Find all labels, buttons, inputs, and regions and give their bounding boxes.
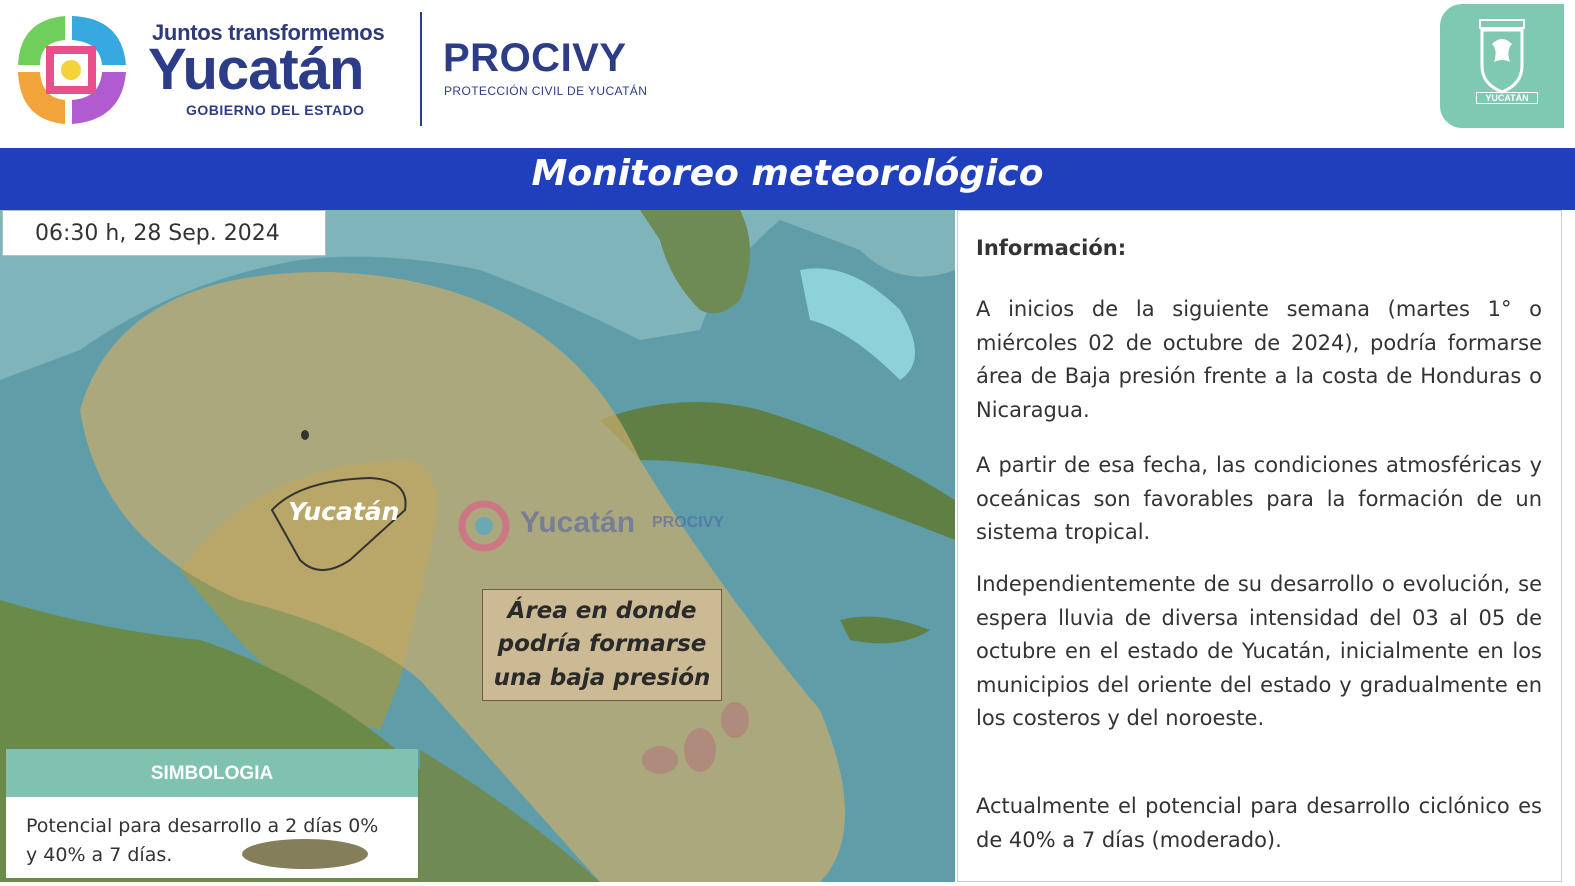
state-emblem [1440,4,1564,128]
agency-name: PROCIVY [443,36,627,80]
legend-text: Potencial para desarrollo a 2 días 0% y 40% a 7 días. [26,815,379,867]
timestamp: 06:30 h, 28 Sep. 2024 [35,221,280,246]
gov-tagline: Juntos transformemos [152,20,385,45]
legend [6,749,418,878]
reef-patch [684,728,716,772]
reef-patch [642,746,678,774]
legend-title: SIMBOLOGIA [150,763,274,784]
island-marker [301,430,309,440]
info-paragraph: A inicios de la siguiente semana (martes 1° o miércoles 02 de octubre de 2024), podría formarse área de Baja presión frente a la costa de Honduras o Nicaragua. [976,297,1542,422]
gov-subtitle: GOBIERNO DEL ESTADO [186,102,365,118]
info-paragraph: Independientemente de su desarrollo o evolución, se espera lluvia de diversa intensidad del 03 al 05 de octubre en el estado de Yucatán, inicialmente en los municipios del oriente del estado y gradualmente en los costeros y del noroeste. [976,572,1542,730]
info-paragraph: Actualmente el potencial para desarrollo ciclónico es de 40% a 7 días (moderado). [976,794,1542,852]
risk-area-label [482,589,722,701]
agency-subtitle: PROTECCIÓN CIVIL DE YUCATÁN [444,84,648,98]
yucatan-logo-icon [10,10,132,128]
emblem-label: YUCATÁN [1476,92,1538,104]
info-paragraph: A partir de esa fecha, las condiciones atmosféricas y oceánicas son favorables para la formación de un sistema tropical. [976,453,1542,544]
info-panel [957,210,1562,882]
page-title: Monitoreo meteorológico [531,153,1044,194]
reef-patch [721,702,749,738]
watermark-logo-icon [456,500,512,552]
state-label: Yucatán [288,497,400,526]
header-divider [420,12,422,126]
info-title: Información: [976,236,1127,260]
timestamp-box [2,210,326,256]
gov-name: Yucatán [148,37,364,102]
page-header [0,0,1575,148]
watermark-gov: Yucatán [520,506,636,539]
legend-swatch [242,839,368,869]
risk-area-text: Área en donde podría formarse una baja presión [493,597,711,691]
watermark-agency: PROCIVY [652,514,725,531]
legend-header [6,749,418,797]
coat-of-arms-icon [1440,4,1564,128]
